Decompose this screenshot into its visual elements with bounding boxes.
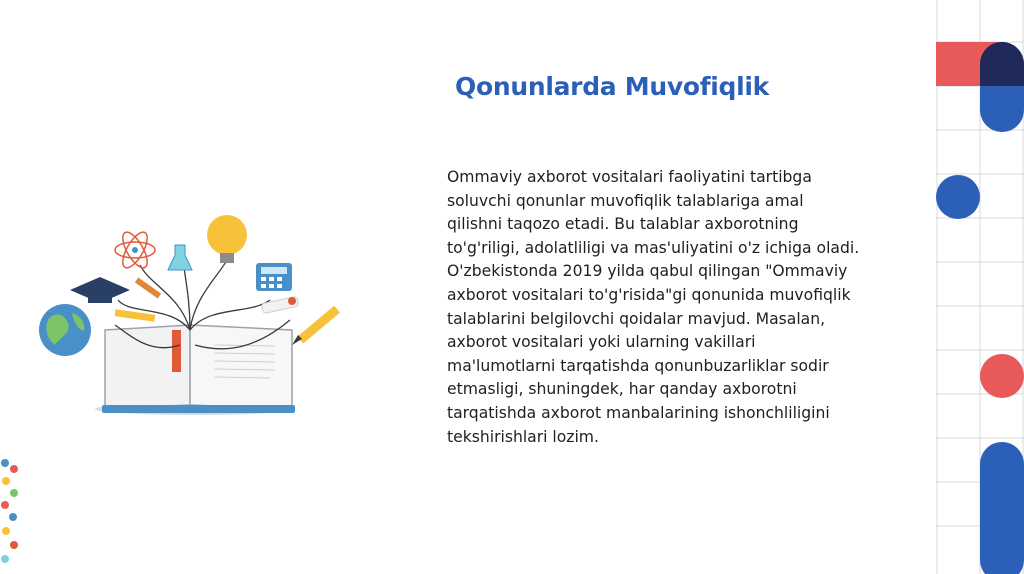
body-line: talablarini belgilovchi qoidalar mavjud. Masalan, xyxy=(447,309,826,328)
decorative-left-strip xyxy=(0,455,22,574)
slide-body-text xyxy=(447,166,917,449)
body-line: soluvchi qonunlar muvofiqlik talablariga amal xyxy=(447,191,804,210)
open-book-ideas-illustration xyxy=(30,205,350,425)
slide-title: Qonunlarda Muvofiqlik xyxy=(455,72,770,101)
body-line: ma'lumotlarni tarqatishda qonunbuzarliklar sodir xyxy=(447,356,829,375)
body-line: etmasligi, shuningdek, har qanday axborotni xyxy=(447,380,797,399)
body-line: qilishni taqozo etadi. Bu talablar axborotning xyxy=(447,215,799,234)
body-line: to'g'riligi, adolatliligi va mas'uliyatini o'z ichiga oladi. xyxy=(447,238,860,257)
body-line: tekshirishlari lozim. xyxy=(447,427,599,446)
body-line: axborot vositalari to'g'risida"gi qonunida muvofiqlik xyxy=(447,285,851,304)
body-line: axborot vositalari yoki ularning vakillari xyxy=(447,333,756,352)
body-line: O'zbekistonda 2019 yilda qabul qilingan "Ommaviy xyxy=(447,262,848,281)
body-line: Ommaviy axborot vositalari faoliyatini tartibga xyxy=(447,168,812,186)
body-line: tarqatishda axborot manbalarining ishonchliligini xyxy=(447,403,830,422)
decorative-grid-panel xyxy=(936,0,1024,574)
